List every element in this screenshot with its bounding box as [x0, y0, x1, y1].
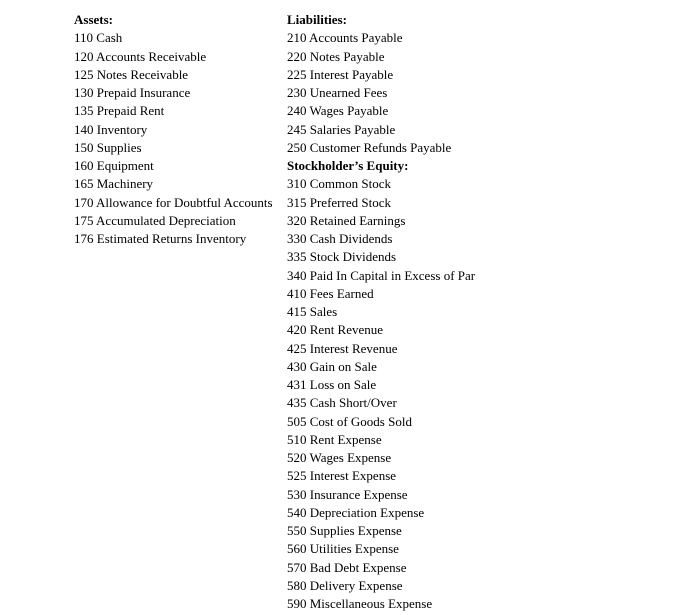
asset-account: 150 Supplies	[74, 139, 142, 155]
revenue-account: 435 Cash Short/Over	[287, 395, 397, 411]
revenue-account: 431 Loss on Sale	[287, 377, 377, 392]
expense-account: 550 Supplies Expense	[287, 523, 402, 538]
assets-column	[74, 11, 273, 248]
expense-account: 560 Utilities Expense	[287, 541, 399, 557]
liability-account: 245 Salaries Payable	[287, 121, 396, 137]
expense-account: 540 Depreciation Expense	[287, 504, 425, 520]
liability-account: 210 Accounts Payable	[287, 30, 403, 46]
revenue-account: 430 Gain on Sale	[287, 358, 377, 374]
expense-account: 590 Miscellaneous Expense	[287, 596, 433, 611]
revenue-account: 415 Sales	[287, 304, 338, 319]
asset-account: 135 Prepaid Rent	[74, 103, 165, 119]
equity-account: 315 Preferred Stock	[287, 194, 391, 210]
expense-account: 530 Insurance Expense	[287, 486, 408, 502]
asset-account: 170 Allowance for Doubtful Accounts	[74, 194, 273, 210]
assets-heading: Assets:	[74, 12, 113, 27]
equity-account: 340 Paid In Capital in Excess of Par	[287, 267, 476, 283]
asset-account: 125 Notes Receivable	[74, 66, 189, 82]
asset-account: 130 Prepaid Insurance	[74, 85, 191, 100]
equity-account: 330 Cash Dividends	[287, 231, 393, 246]
liability-account: 220 Notes Payable	[287, 48, 385, 64]
revenue-account: 425 Interest Revenue	[287, 340, 398, 356]
asset-account: 160 Equipment	[74, 158, 154, 173]
revenue-account: 410 Fees Earned	[287, 285, 374, 301]
liability-account: 240 Wages Payable	[287, 103, 389, 119]
equity-account: 335 Stock Dividends	[287, 249, 397, 265]
liability-account: 250 Customer Refunds Payable	[287, 139, 452, 155]
liability-account: 225 Interest Payable	[287, 66, 394, 82]
liabilities-equity-column	[287, 11, 475, 613]
equity-account: 310 Common Stock	[287, 176, 392, 192]
asset-account: 140 Inventory	[74, 121, 148, 137]
asset-account: 175 Accumulated Depreciation	[74, 212, 236, 228]
expense-account: 510 Rent Expense	[287, 431, 382, 447]
liabilities-heading: Liabilities:	[287, 12, 347, 27]
expense-account: 525 Interest Expense	[287, 468, 397, 484]
asset-account: 176 Estimated Returns Inventory	[74, 231, 247, 246]
equity-heading: Stockholder’s Equity:	[287, 158, 409, 173]
expense-account: 520 Wages Expense	[287, 450, 392, 465]
asset-account: 120 Accounts Receivable	[74, 48, 207, 64]
asset-account: 165 Machinery	[74, 176, 154, 192]
asset-account: 110 Cash	[74, 30, 123, 46]
liability-account: 230 Unearned Fees	[287, 85, 388, 100]
equity-account: 320 Retained Earnings	[287, 212, 406, 228]
expense-account: 580 Delivery Expense	[287, 577, 403, 593]
expense-account: 505 Cost of Goods Sold	[287, 413, 412, 429]
expense-account: 570 Bad Debt Expense	[287, 559, 407, 575]
revenue-account: 420 Rent Revenue	[287, 322, 384, 338]
